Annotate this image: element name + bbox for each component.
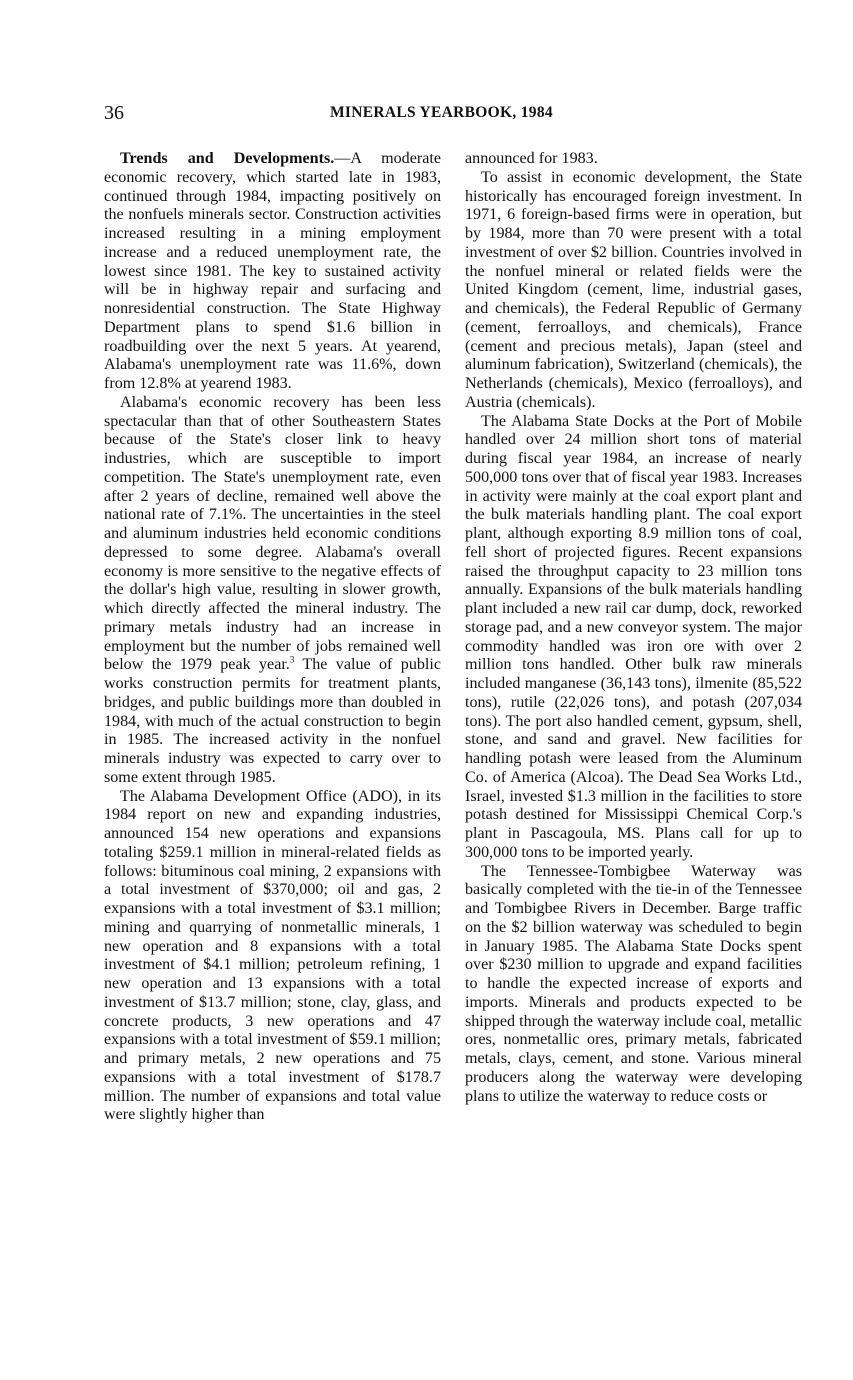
- right-column: [465, 150, 802, 1106]
- paragraph-trends: [104, 150, 441, 394]
- paragraph-foreign-investment: To assist in economic development, the State historically has encouraged foreign investment. In 1971, 6 foreign-based firms were in operation, but by 1984, more than 70 were present with a total investment of over $2 billion. Countries involved in the nonfuel mineral or related fields were the United Kingdom (cement, lime, industrial gases, and chemicals), the Federal Republic of Germany (cement, ferroalloys, and chemicals), France (cement and precious metals), Japan (steel and aluminum fabrication), Switzerland (chemicals), the Netherlands (chemicals), Mexico (ferroalloys), and Austria (chemicals).: [465, 168, 802, 411]
- paragraph-economic-recovery-a: Alabama's economic recovery has been less spectacular than that of other Southeastern States because of the State's closer link to heavy industries, which are susceptible to import competition. The State's unemployment rate, even after 2 years of decline, remained well above the national rate of 7.1%. The uncertainties in the steel and aluminum industries held economic conditions depressed to some degree. Alabama's overall economy is more sensitive to the negative effects of the dollar's high value, resulting in slower growth, which directly affected the mineral industry. The primary metals industry had an increase in employment but the number of jobs remained well below the 1979 peak year.: [104, 393, 441, 674]
- left-column: [104, 150, 441, 1125]
- paragraph-ado: The Alabama Development Office (ADO), in its 1984 report on new and expanding industries, announced 154 new operations and expansions totaling $259.1 million in mineral-related fields as follows: bituminous coal mining, 2 expansions with a total investment of $370,000; oil and gas, 2 expansions with a total investment of $3.1 million; mining and quarrying of nonmetallic minerals, 1 new operation and 8 expansions with a total investment of $4.1 million; petroleum refining, 1 new operation and 13 expansions with a total investment of $13.7 million; stone, clay, glass, and concrete products, 3 new operations and 47 expansions with a total investment of $59.1 million; and primary metals, 2 new operations and 75 expansions with a total investment of $178.7 million. The number of expansions and total value were slightly higher than: [104, 787, 441, 1124]
- paragraph-economic-recovery: [104, 394, 441, 788]
- section-heading: Trends and Developments.: [120, 150, 335, 167]
- paragraph-economic-recovery-b: The value of public works construction permits for treatment plants, bridges, and public buildings more than doubled in 1984, with much of the actual construction to begin in 1985. The increased activity in the nonfuel minerals industry was expected to carry over to some extent through 1985.: [104, 656, 442, 786]
- paragraph-state-docks: The Alabama State Docks at the Port of Mobile handled over 24 million short tons of material during fiscal year 1984, an increase of nearly 500,000 tons over that of fiscal year 1983. Increases in activity were mainly at the coal export plant and the bulk materials handling plant. The coal export plant, although exporting 8.9 million tons of coal, fell short of projected figures. Recent expansions raised the throughput capacity to 23 million tons annually. Expansions of the bulk materials handling plant included a new rail car dump, dock, reworked storage pad, and a new conveyor system. The major commodity handled was iron ore with over 2 million tons handled. Other bulk raw minerals included manganese (36,143 tons), ilmenite (85,522 tons), rutile (22,026 tons), and potash (207,034 tons). The port also handled cement, gypsum, shell, stone, and sand and gravel. New facilities for handling potash were leased from the Aluminum Co. of America (Alcoa). The Dead Sea Works Ltd., Israel, invested $1.3 million in the facilities to store potash destined for Mississippi Chemical Corp.'s plant in Pascagoula, MS. Plans call for up to 300,000 tons to be imported yearly.: [465, 412, 802, 861]
- page-number: 36: [104, 102, 124, 124]
- paragraph-continuation: announced for 1983.: [465, 150, 598, 167]
- running-title: MINERALS YEARBOOK, 1984: [330, 104, 553, 121]
- footnote-ref: 3: [289, 654, 295, 665]
- paragraph-waterway: The Tennessee-Tombigbee Waterway was basically completed with the tie-in of the Tennessee and Tombigbee Rivers in December. Barge traffic on the $2 billion waterway was scheduled to begin in January 1985. The Alabama State Docks spent over $230 million to upgrade and expand facilities to handle the expected increase of exports and imports. Minerals and products expected to be shipped through the waterway include coal, metallic ores, nonmetallic ores, primary metals, fabricated metals, clays, cement, and stone. Various mineral producers along the waterway were developing plans to utilize the waterway to reduce costs or: [465, 862, 802, 1105]
- paragraph-trends-body: —A moderate economic recovery, which started late in 1983, continued through 1984, impacting positively on the nonfuels minerals sector. Construction activities increased resulting in a mining employment increase and a reduced unemployment rate, the lowest since 1981. The key to sustained activity will be in highway repair and surfacing and nonresidential construction. The State Highway Department plans to spend $1.6 billion in roadbuilding over the next 5 years. At yearend, Alabama's unemployment rate was 11.6%, down from 12.8% at yearend 1983.: [104, 150, 441, 392]
